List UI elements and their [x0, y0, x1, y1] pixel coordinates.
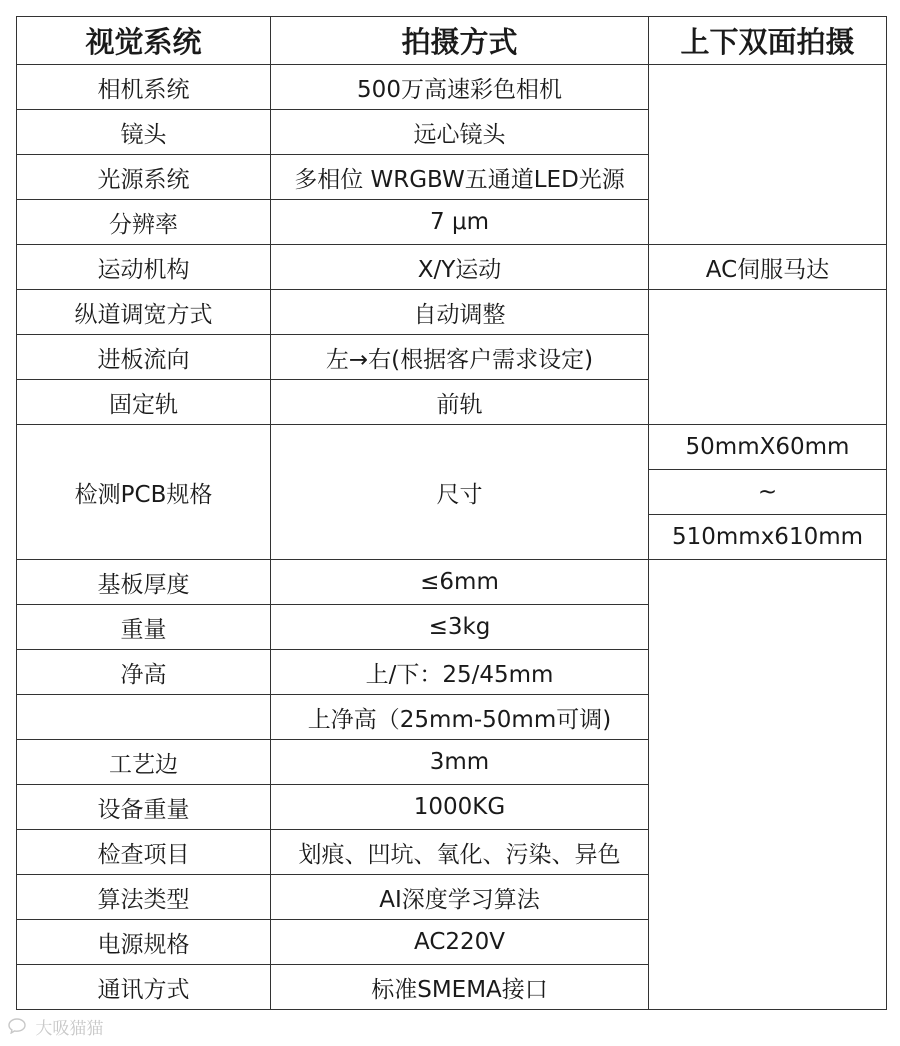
pcb-size-min: 50mmX60mm [649, 425, 887, 470]
row-label: 检查项目 [17, 830, 271, 875]
row-label: 镜头 [17, 110, 271, 155]
header-double-sided: 上下双面拍摄 [649, 17, 887, 65]
row-extra-empty [649, 65, 887, 245]
table-row [17, 65, 887, 110]
pcb-size-separator: ~ [649, 470, 887, 515]
row-extra-empty [649, 290, 887, 425]
row-label: 分辨率 [17, 200, 271, 245]
table-row [17, 560, 887, 605]
row-label: 重量 [17, 605, 271, 650]
watermark-text: 大吸猫猫 [35, 1019, 104, 1039]
row-label: 纵道调宽方式 [17, 290, 271, 335]
row-label: 算法类型 [17, 875, 271, 920]
row-label: 检测PCB规格 [17, 425, 271, 560]
table-row [17, 245, 887, 290]
spec-table [16, 16, 887, 1010]
row-label: 基板厚度 [17, 560, 271, 605]
row-value: 划痕、凹坑、氧化、污染、异色 [271, 830, 649, 875]
row-value: AI深度学习算法 [271, 875, 649, 920]
row-label: 相机系统 [17, 65, 271, 110]
row-value: 远心镜头 [271, 110, 649, 155]
header-shooting-method: 拍摄方式 [271, 17, 649, 65]
row-label: 运动机构 [17, 245, 271, 290]
row-value: 自动调整 [271, 290, 649, 335]
row-value: ≤3kg [271, 605, 649, 650]
row-label: 通讯方式 [17, 965, 271, 1010]
row-extra: AC伺服马达 [649, 245, 887, 290]
row-value: 多相位 WRGBW五通道LED光源 [271, 155, 649, 200]
header-vision-system: 视觉系统 [17, 17, 271, 65]
row-value: X/Y运动 [271, 245, 649, 290]
row-value: AC220V [271, 920, 649, 965]
header-row [17, 17, 887, 65]
row-value: 左→右(根据客户需求设定) [271, 335, 649, 380]
row-value: 前轨 [271, 380, 649, 425]
chat-bubble-icon [8, 1018, 26, 1039]
row-label: 进板流向 [17, 335, 271, 380]
row-value: 上净高（25mm-50mm可调) [271, 695, 649, 740]
row-value: 尺寸 [271, 425, 649, 560]
row-value: 1000KG [271, 785, 649, 830]
watermark [8, 1014, 103, 1039]
row-label: 电源规格 [17, 920, 271, 965]
row-value: 上/下：25/45mm [271, 650, 649, 695]
row-value: ≤6mm [271, 560, 649, 605]
row-value: 标准SMEMA接口 [271, 965, 649, 1010]
row-value: 7 μm [271, 200, 649, 245]
row-label: 光源系统 [17, 155, 271, 200]
row-extra-empty [649, 560, 887, 1010]
pcb-size-max: 510mmx610mm [649, 515, 887, 560]
row-label: 设备重量 [17, 785, 271, 830]
row-label: 工艺边 [17, 740, 271, 785]
row-value: 3mm [271, 740, 649, 785]
table-row [17, 290, 887, 335]
row-value: 500万高速彩色相机 [271, 65, 649, 110]
row-label: 净高 [17, 650, 271, 695]
row-label [17, 695, 271, 740]
table-row [17, 425, 887, 470]
row-label: 固定轨 [17, 380, 271, 425]
